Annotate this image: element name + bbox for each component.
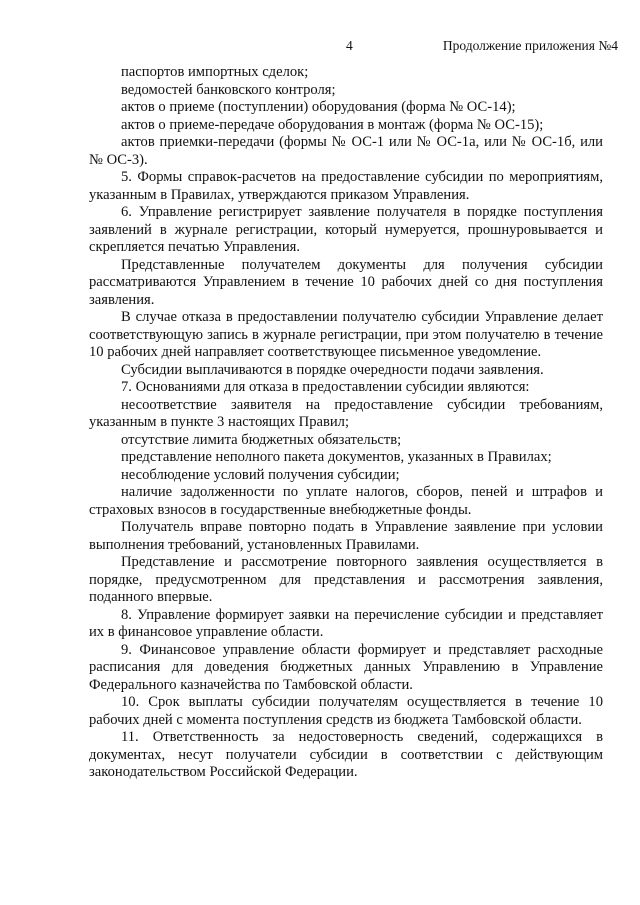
paragraph: Представленные получателем документы для получения субсидии рассматриваются Управлением в течение 10 рабочих дней со дня поступления заявления. [89, 256, 603, 308]
paragraph: отсутствие лимита бюджетных обязательств; [121, 431, 402, 448]
paragraph: Субсидии выплачиваются в порядке очередности подачи заявления. [121, 361, 544, 378]
paragraph: 9. Финансовое управление области формирует и представляет расходные расписания для доведения бюджетных данных Управлению в Управление Федерального казначейства по Тамбовской области. [89, 641, 603, 693]
paragraph: 11. Ответственность за недостоверность сведений, содержащихся в документах, несут получатели субсидии в соответствии с действующим законодательством Российской Федерации. [89, 729, 603, 780]
paragraph: актов о приеме (поступлении) оборудования (форма № ОС-14); [121, 99, 516, 115]
paragraph: 10. Срок выплаты субсидии получателям осуществляется в течение 10 рабочих дней с момента поступления средств из бюджета Тамбовской области. [89, 694, 603, 728]
paragraph: актов приемки-передачи (формы № ОС-1 или № ОС-1а, или № ОС-1б, или № ОС-3). [89, 134, 603, 168]
paragraph: ведомостей банковского контроля; [121, 81, 336, 98]
paragraph: несоблюдение условий получения субсидии; [121, 466, 400, 483]
paragraph: 6. Управление регистрирует заявление получателя в порядке поступления заявлений в журнале регистрации, который нумеруется, прошнуровывается и скрепляется печатью Управления. [89, 204, 603, 255]
paragraph: 7. Основаниями для отказа в предоставлении субсидии являются: [121, 379, 530, 395]
paragraph: Получатель вправе повторно подать в Управление заявление при условии выполнения требований, установленных Правилами. [89, 519, 603, 553]
paragraph: представление неполного пакета документов, указанных в Правилах; [121, 449, 552, 465]
paragraph: актов о приеме-передаче оборудования в монтаж (форма № ОС-15); [121, 116, 544, 133]
paragraph: паспортов импортных сделок; [121, 64, 309, 80]
paragraph: наличие задолженности по уплате налогов, сборов, пеней и штрафов и страховых взносов в государственные внебюджетные фонды. [89, 484, 603, 518]
page-header [0, 38, 640, 54]
paragraph: В случае отказа в предоставлении получателю субсидии Управление делает соответствующую запись в журнале регистрации, при этом получателю в течение 10 рабочих дней направляет соответствующее письменное уведомление. [89, 309, 603, 360]
paragraph: Представление и рассмотрение повторного заявления осуществляется в порядке, предусмотренном для представления и рассмотрения заявления, поданного впервые. [89, 554, 603, 605]
paragraph: 8. Управление формирует заявки на перечисление субсидии и представляет их в финансовое управление области. [89, 606, 603, 640]
page-number: 4 [346, 38, 353, 53]
paragraph: 5. Формы справок-расчетов на предоставление субсидии по мероприятиям, указанным в Правилах, утверждаются приказом Управления. [89, 169, 603, 203]
appendix-continuation-note: Продолжение приложения №4 [442, 38, 618, 53]
paragraph: несоответствие заявителя на предоставление субсидии требованиям, указанным в пункте 3 настоящих Правил; [89, 396, 603, 430]
document-body [89, 64, 603, 782]
